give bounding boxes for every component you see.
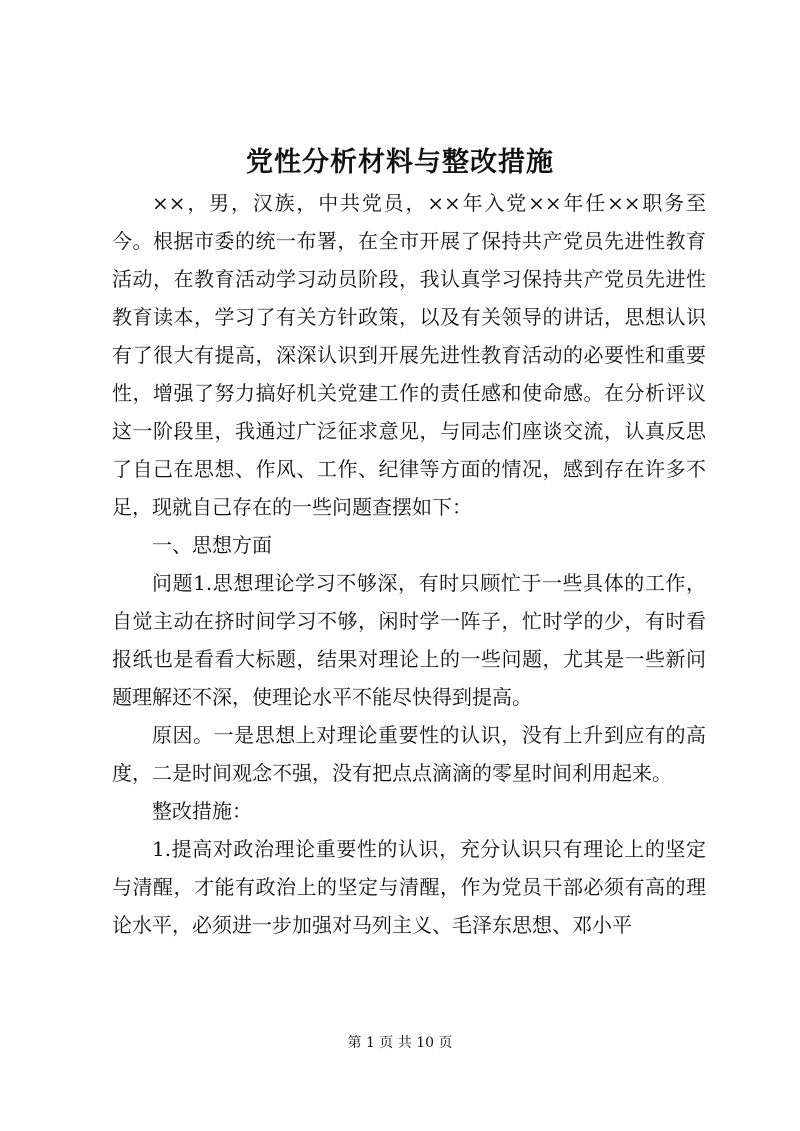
section-heading-ideology: 一、思想方面 — [152, 533, 272, 557]
paragraph-problem-1: 问题1.思想理论学习不够深，有时只顾忙于一些具体的工作，自觉主动在挤时间学习不够，闲时学一阵子，忙时学的少，有时看报纸也是看看大标题，结果对理论上的一些问题，尤其是一些新问题理解还不深，使理论水平不能尽快得到提高。 — [112, 571, 706, 709]
document-body — [112, 184, 706, 944]
document-title: 党性分析材料与整改措施 — [246, 147, 554, 178]
page-footer: 第 1 页 共 10 页 — [347, 1035, 453, 1051]
paragraph-intro: ××，男，汉族，中共党员，××年入党××年任××职务至今。根据市委的统一布署，在全市开展了保持共产党员先进性教育活动，在教育活动学习动员阶段，我认真学习保持共产党员先进性教育读本，学习了有关方针政策，以及有关领导的讲话，思想认识有了很大有提高，深深认识到开展先进性教育活动的必要性和重要性，增强了努力搞好机关党建工作的责任感和使命感。在分析评议这一阶段里，我通过广泛征求意见，与同志们座谈交流，认真反思了自己在思想、作风、工作、纪律等方面的情况，感到存在许多不足，现就自己存在的一些问题查摆如下： — [112, 191, 706, 519]
paragraph-measures-heading: 整改措施： — [152, 799, 252, 823]
paragraph-measure-1: 1.提高对政治理论重要性的认识，充分认识只有理论上的坚定与清醒，才能有政治上的坚定与清醒，作为党员干部必须有高的理论水平，必须进一步加强对马列主义、毛泽东思想、邓小平 — [112, 837, 706, 937]
paragraph-cause: 原因。一是思想上对理论重要性的认识，没有上升到应有的高度，二是时间观念不强，没有把点点滴滴的零星时间利用起来。 — [112, 723, 706, 785]
